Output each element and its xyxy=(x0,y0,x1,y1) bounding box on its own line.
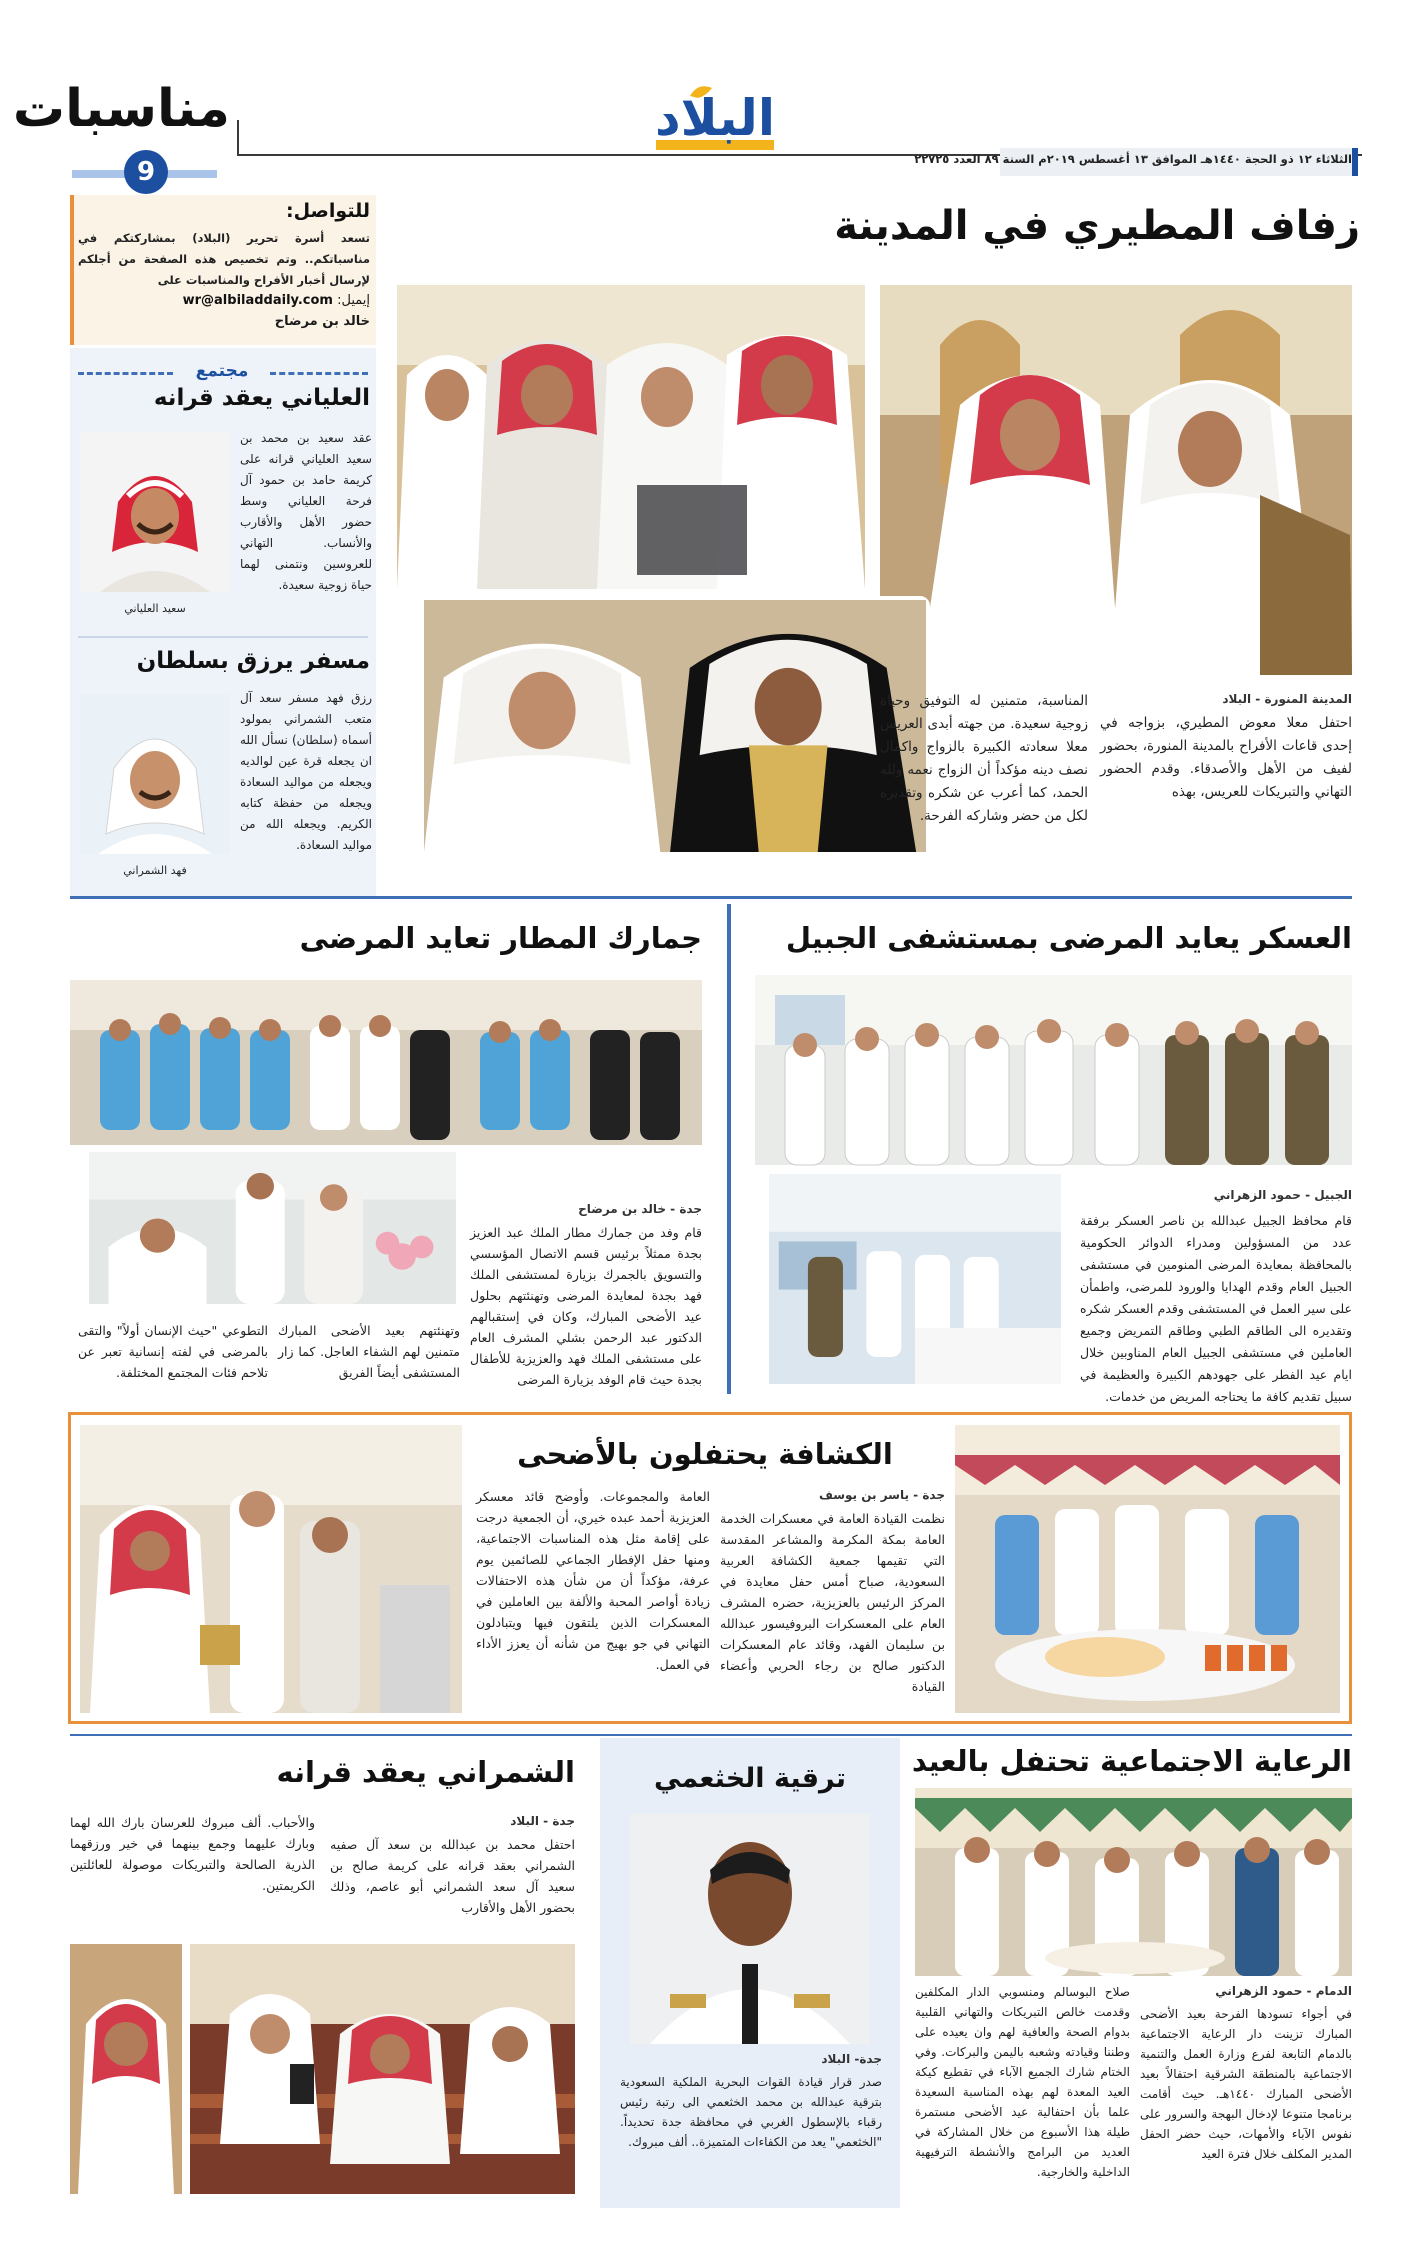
scouts-dateline: جدة - ياسر بن يوسف xyxy=(818,1488,945,1502)
contact-email[interactable]: wr@albiladdaily.com xyxy=(182,293,333,308)
shamrani-body-col1: احتفل محمد بن عبدالله بن سعد آل صفيه الشمراني بعقد قرانه على كريمة صالح بن سعيد آل سعد الشمراني أبو عاصم، وذلك بحضور الأهل والأقارب xyxy=(330,1837,575,1915)
airport-photo-volunteers xyxy=(70,980,702,1145)
welfare-photo xyxy=(915,1788,1352,1976)
scouts-body-col2: العامة والمجموعات. وأوضح قائد معسكر العزيزية أحمد عبده خيري، أن الجمعية درجت على إقامة مثل هذه المناسبات الاجتماعية، ومنها حفل الإفطار الجماعي للصائمين يوم عرفة، مؤكداً أن من شأن هذه الاحتفالات زيادة أواصر المحبة والألفة بين العاملين في المعسكرات الذين يلتقون فيها ويتبادلون التهاني في جو بهيج من شأنه أن يعزز الأداء في العمل. xyxy=(476,1489,710,1672)
airport-headline: جمارك المطار تعايد المرضى xyxy=(299,921,702,955)
shamrani-dateline: جدة - البلاد xyxy=(510,1814,575,1828)
community-item2-caption: فهد الشمراني xyxy=(123,864,187,877)
divider-wedding xyxy=(70,896,1352,899)
logo-wordmark: البلاد xyxy=(655,89,775,147)
airport-body-col1: قام وفد من جمارك مطار الملك عبد العزيز بجدة ممثلاً برئيس قسم الاتصال المؤسسي والتسويق بالجمرك بزيارة لمستشفى الملك فهد بجدة لمعايدة المرضى وتهنئتهم بحلول عيد الأضحى المبارك، وكان في إستقبالهم الدكتور عبد الرحمن بشلي المشرف العام على مستشفى الملك فهد والعزيزية للأطفال بجدة حيث قام الوفد بزيارة المرضى xyxy=(470,1225,702,1387)
scouts-headline: الكشافة يحتفلون بالأضحى xyxy=(517,1437,893,1471)
section-title: مناسبات xyxy=(12,79,230,139)
airport-dateline: جدة - خالد بن مرضاح xyxy=(578,1202,702,1216)
shamrani-photo-ceremony xyxy=(190,1944,575,2194)
promotion-dateline: جدة- البلاد xyxy=(821,2052,882,2066)
contact-email-row xyxy=(78,293,370,308)
community-item2-body: رزق فهد مسفر سعد آل متعب الشمراني بمولود أسماه (سلطان) نسأل الله ان يجعله قرة عين لوالديه ويجعله من مواليد السعادة ويجعله من حفظة كتابه الكريم. ويجعله الله من مواليد السعادة. xyxy=(240,691,372,852)
airport-body-col3: التطوعي "حيث الإنسان أولاً" والتقى بالمرضى في لفته إنسانية تعبر عن تلاحم فئات المجتمع المختلفة. xyxy=(78,1323,268,1380)
welfare-headline: الرعاية الاجتماعية تحتفل بالعيد xyxy=(911,1744,1352,1778)
wedding-body-col1: احتفل معلا معوض المطيري، بزواجه في إحدى قاعات الأفراح بالمدينة المنورة، بحضور لفيف من الأهل والأصدقاء. وقدم الحضور التهاني والتبريكات للعريس، بهذه xyxy=(1100,715,1352,800)
welfare-dateline: الدمام - حمود الزهراني xyxy=(1215,1984,1352,1998)
airport-photo-patient xyxy=(85,1148,460,1308)
community-item2-photo xyxy=(80,694,230,854)
jubail-photo-group xyxy=(755,975,1352,1165)
contact-email-label: إيميل: xyxy=(337,293,370,308)
header-rule-left xyxy=(237,120,239,156)
albilad-logo xyxy=(650,78,780,168)
community-label: مجتمع xyxy=(195,361,249,381)
community-item1-title: العلياني يعقد قرانه xyxy=(153,385,370,411)
shamrani-body-col2: والأحباب. ألف مبروك للعرسان بارك الله لهما وبارك عليهما وجمع بينهما في خير ورزقهما الذرية الصالحة والتبريكات موصولة للعائلتين الكريمتين. xyxy=(70,1815,315,1893)
community-dash-left xyxy=(78,372,173,375)
shamrani-headline: الشمراني يعقد قرانه xyxy=(276,1755,575,1789)
divider-middle-vertical xyxy=(727,904,731,1394)
jubail-dateline: الجبيل - حمود الزهراني xyxy=(1213,1188,1352,1202)
promotion-headline: ترقية الخثعمي xyxy=(654,1763,846,1794)
divider-bottom-row xyxy=(70,1734,1352,1736)
contact-editor: خالد بن مرضاح xyxy=(274,314,370,329)
community-item1-caption: سعيد العلياني xyxy=(124,602,186,615)
community-item2-title: مسفر يرزق بسلطان xyxy=(136,648,370,674)
wedding-photo-couple xyxy=(420,596,930,856)
shamrani-photo-portrait xyxy=(70,1944,182,2194)
promotion-body: صدر قرار قيادة القوات البحرية الملكية السعودية بترقية عبدالله بن محمد الخثعمي الى رتبة رئيس رقباء بالإسطول الغربي في محافظة جدة تحديداً. "الخثعمي" يعد من الكفاءات المتميزة.. ألف مبروك. xyxy=(620,2075,882,2149)
date-bar-accent xyxy=(1352,148,1358,176)
promotion-portrait xyxy=(630,1814,870,2044)
airport-body-col2: وتهنئتهم بعيد الأضحى المبارك متمنين لهم الشفاء العاجل. كما زار المستشفى أيضاً الفريق xyxy=(278,1323,460,1380)
wedding-body-col2: المناسبة، متمنين له التوفيق وحياة زوجية سعيدة. من جهته أبدى العريس معلا سعادته الكبيرة بالزواج واكمال نصف دينه مؤكداً أن الزواج نعمه ولله الحمد، كما أعرب عن شكره وتقديره لكل من حضر وشاركه الفرحة. xyxy=(880,693,1088,824)
contact-body: تسعد أسرة تحرير (البلاد) بمشاركتكم في مناسباتكم.. وتم تخصيص هذه الصفحة من أجلكم لإرسال أخبار الأفراح والمناسبات على xyxy=(78,231,370,287)
jubail-photo-ward xyxy=(765,1170,1065,1388)
welfare-body-col2: صلاح البوسالم ومنسوبي الدار المكلفين وقدمت خالص التبريكات والتهاني القلبية بدوام الصحة والعافية لهم وان يعيده على وطننا وقيادته وشعبه باليمن والبركات. وفي الختام شارك الجميع الآباء في تقطيع كيكة العيد المعدة لهم بهذه المناسبة السعيدة علما بأن احتفالية عيد الأضحى مستمرة طيلة هذا الأسبوع من خلال المشاركة في العديد من البرامج والأنشطة الترفيهية الداخلية والخارجية. xyxy=(915,1985,1130,2179)
page-number-badge xyxy=(124,150,168,194)
community-item1-photo xyxy=(80,432,230,592)
wedding-dateline: المدينة المنورة - البلاد xyxy=(1222,692,1352,706)
jubail-body: قام محافظ الجبيل عبدالله بن ناصر العسكر برفقة عدد من المسؤولين ومدراء الدوائر الحكومية بالمحافظة بمعايدة المرضى المنومين في مستشفى الجبيل العام وقدم الهدايا والورود للمرضى، واطمأن على سير العمل في المستشفى وقدم العسكر شكره وتقديره الى الطاقم الطبي وطاقم التمريض وجميع العاملين في مستشفى الجبيل العام المناوبين خلال ايام عيد الفطر على جهودهم الكبيرة والعظيمة في سبيل تقديم كافة ما يحتاجه المريض من خدمات. xyxy=(1080,1213,1352,1404)
community-dash-right xyxy=(270,372,368,375)
issue-date-line: الثلاثاء ١٢ ذو الحجة ١٤٤٠هـ الموافق ١٣ أغسطس ٢٠١٩م السنة ٨٩ العدد ٢٢٧٢٥ xyxy=(914,152,1352,166)
wedding-photo-group xyxy=(397,285,865,589)
scouts-photo-cake xyxy=(955,1425,1340,1713)
scouts-body-col1: نظمت القيادة العامة في معسكرات الخدمة العامة بمكة المكرمة والمشاعر المقدسة التي تقيمها جمعية الكشافة العربية السعودية، صباح أمس حفل معايدة في المركز الرئيس بالعزيزية، حضره المشرف العام على المعسكرات البروفيسور عبدالله بن سليمان الفهد، وقائد عام المعسكرات الدكتور صالح بن رجاء الحربي وأعضاء القيادة xyxy=(720,1511,945,1694)
jubail-headline: العسكر يعايد المرضى بمستشفى الجبيل xyxy=(785,921,1352,955)
welfare-body-col1: في أجواء تسودها الفرحة بعيد الأضحى المبارك تزينت دار الرعاية الاجتماعية بالدمام التابعة لفرع وزارة العمل والتنمية الاجتماعية بالمنطقة الشرقية احتفالاً بعيد الأضحى المبارك ١٤٤٠هـ. حيث أقامت برنامجا متنوعا لإدخال البهجة والسرور على نفوس الآباء والأمهات، حيث حضر الحفل المدير المكلف خلال فترة العيد xyxy=(1140,2007,1352,2161)
contact-title: للتواصل: xyxy=(286,200,370,222)
scouts-photo-officials xyxy=(80,1425,462,1713)
page-number: 9 xyxy=(136,157,156,187)
community-item1-body: عقد سعيد بن محمد بن سعيد العلياني قرانه على كريمة حامد بن حمود آل فرحة العلياني وسط حضور الأهل والأقارب والأنساب. التهاني للعروسين ونتمنى لهما حياة زوجية سعيدة. xyxy=(240,431,372,592)
wedding-photo-main xyxy=(880,285,1352,675)
community-divider xyxy=(78,636,368,638)
wedding-headline: زفاف المطيري في المدينة xyxy=(834,203,1360,249)
